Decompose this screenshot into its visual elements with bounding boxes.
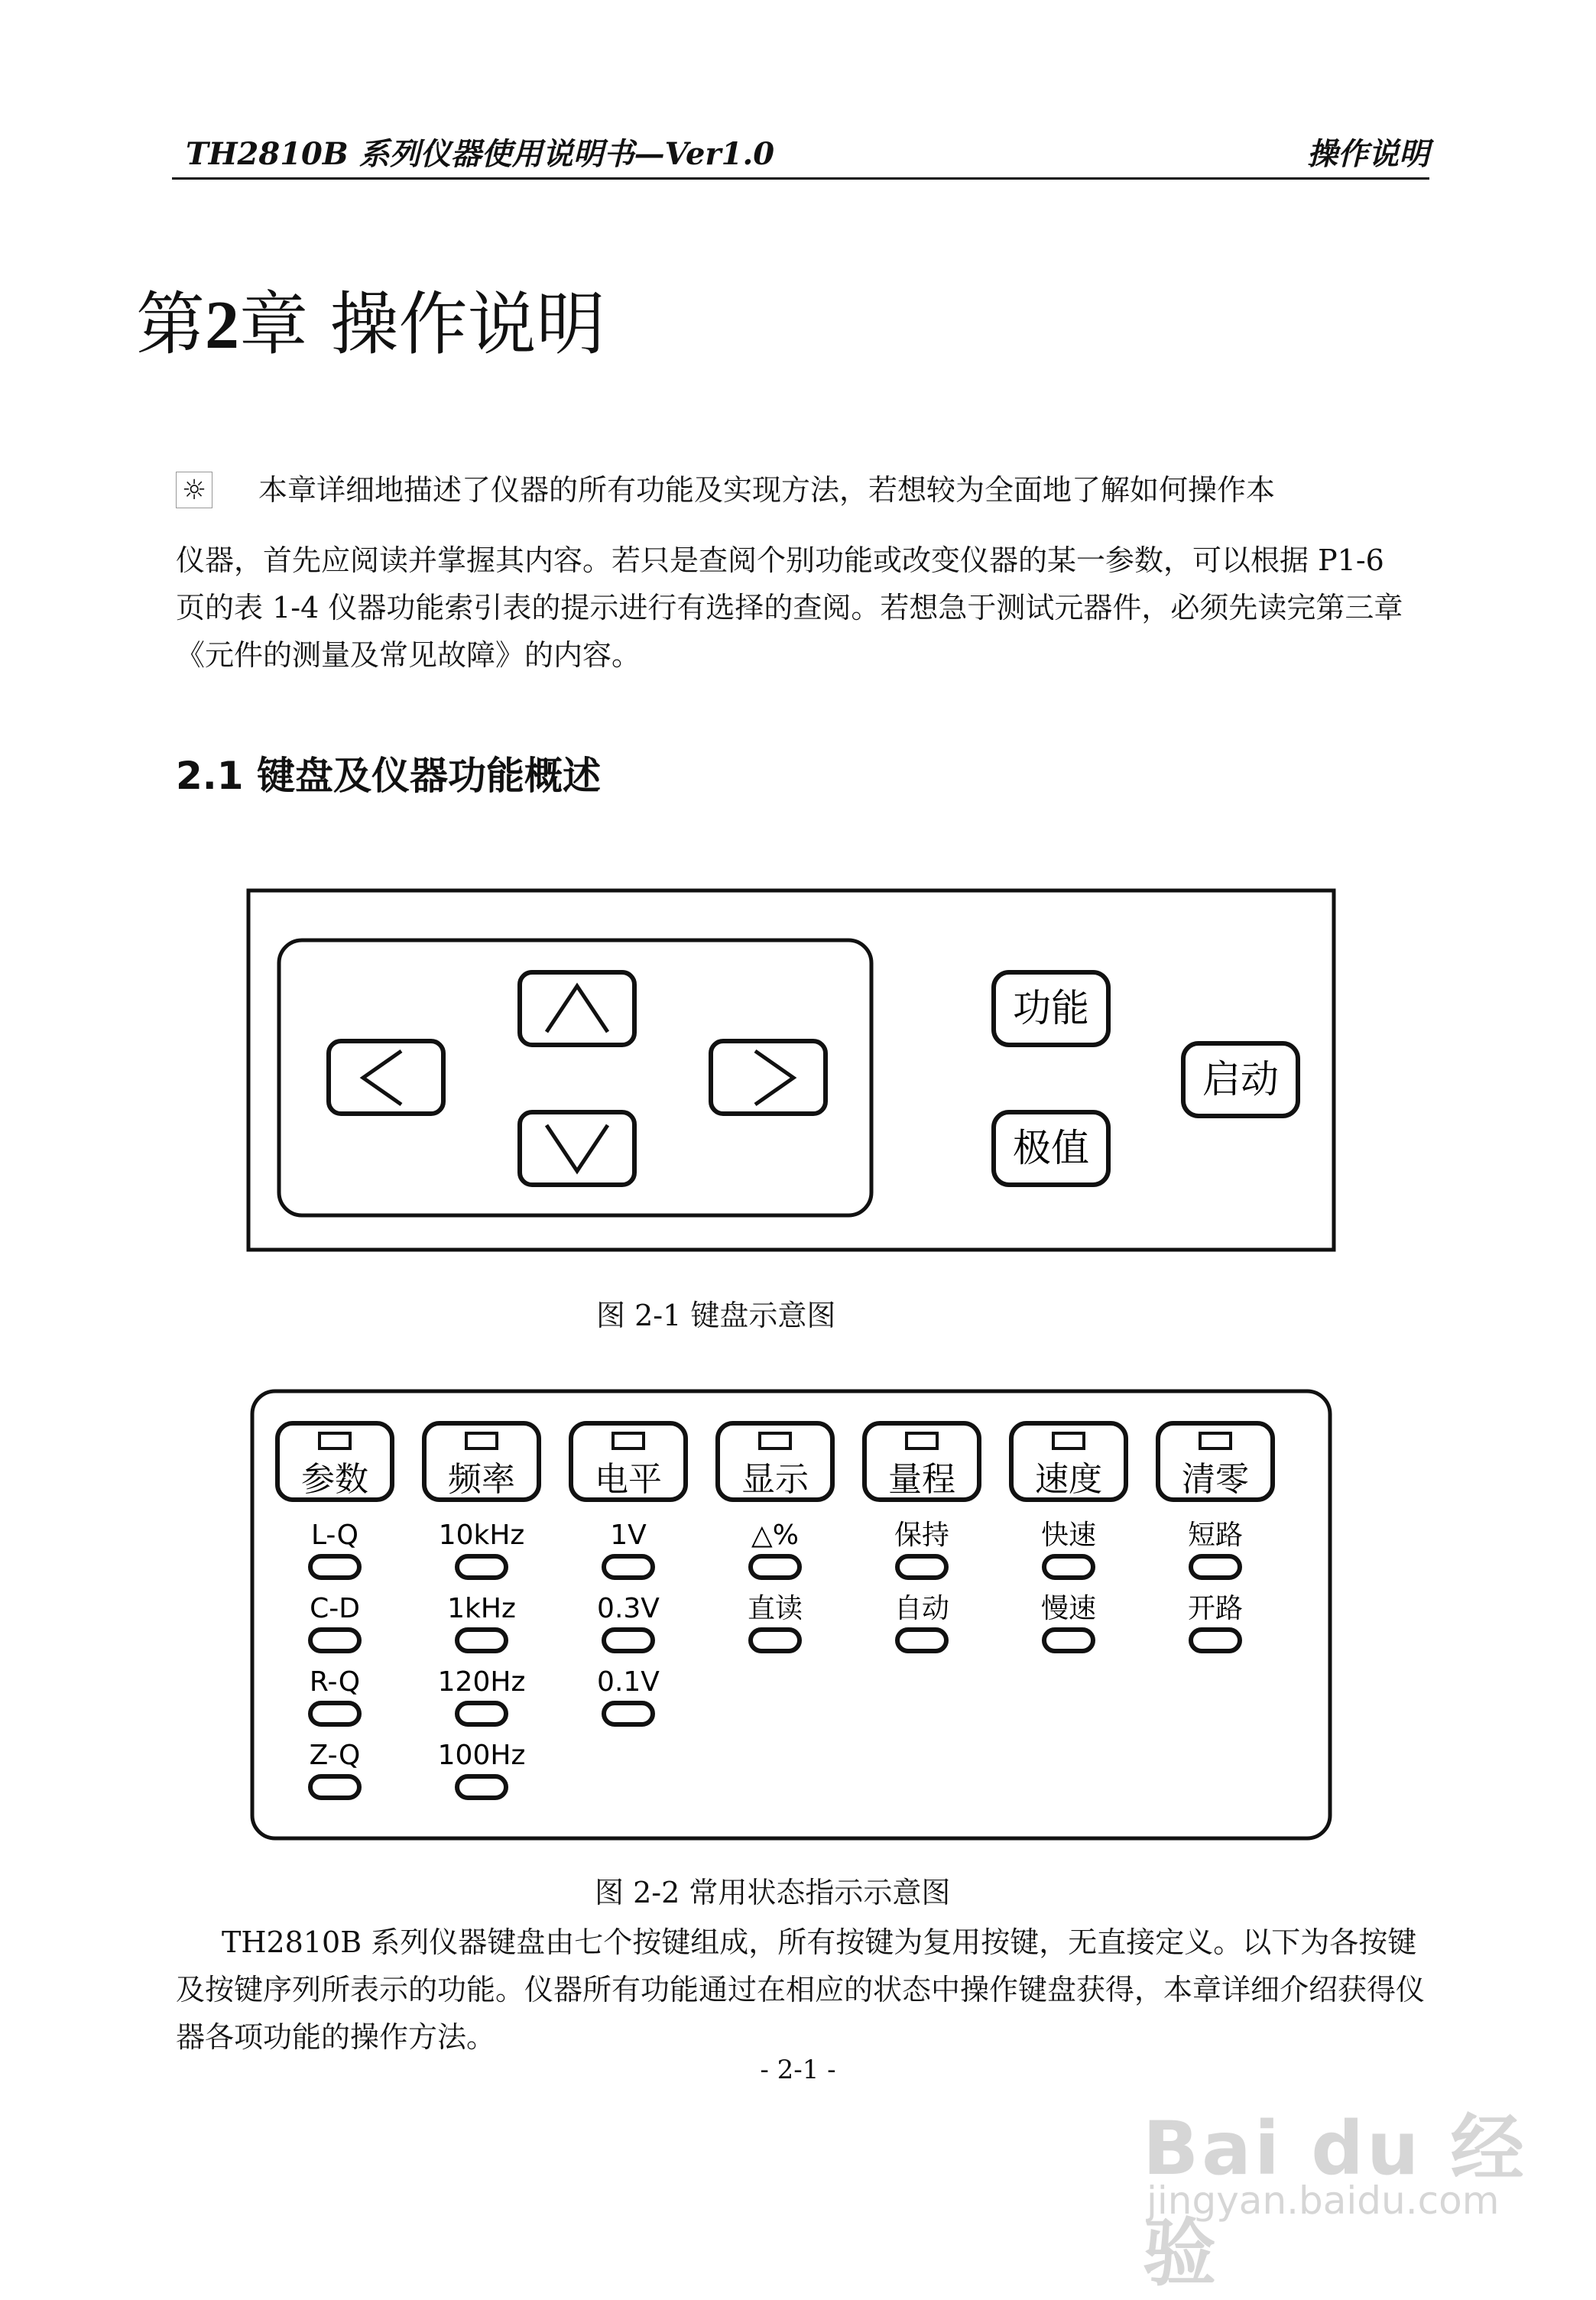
indicator-led [310,1703,359,1724]
indicator-label: 快速 [1040,1520,1097,1551]
chapter-prefix: 第 [136,284,205,365]
group-led [1053,1433,1084,1448]
indicator-led [897,1630,946,1651]
indicator-label: R-Q [309,1666,361,1698]
indicator-group-6 [1158,1423,1273,1651]
up-arrow-key[interactable] [520,972,634,1045]
indicator-label: 开路 [1187,1593,1244,1624]
indicator-led [310,1556,359,1578]
chapter-suffix: 章 操作说明 [239,284,605,365]
figure-2-1-caption: 图 2-1 键盘示意图 [596,1299,836,1332]
indicator-led [457,1556,506,1578]
indicator-led [457,1776,506,1798]
indicator-led [751,1556,800,1578]
watermark-url: jingyan.baidu.com [1147,2178,1500,2223]
group-label: 清零 [1182,1460,1249,1499]
section-heading: 2.1 键盘及仪器功能概述 [176,754,601,798]
group-led [760,1433,790,1448]
group-led [320,1433,350,1448]
indicator-label: 10kHz [438,1520,525,1551]
indicator-group-4 [864,1423,979,1651]
indicator-led [604,1556,653,1578]
indicator-label: 自动 [894,1593,950,1624]
indicator-label: 短路 [1187,1520,1244,1551]
intro-line-1: 本章详细地描述了仪器的所有功能及实现方法，若想较为全面地了解如何操作本 [258,473,1276,507]
indicator-label: 慢速 [1040,1593,1097,1624]
indicator-led [604,1703,653,1724]
indicator-label: 0.1V [597,1666,660,1698]
chevron-right-icon [755,1051,793,1105]
indicator-group-5 [1011,1423,1126,1651]
indicator-group-3 [718,1423,832,1651]
limit-key-label: 极值 [1013,1126,1089,1170]
watermark-brand: Bai du 经验 [1143,2106,1527,2296]
indicator-led [1191,1630,1240,1651]
group-label: 速度 [1035,1460,1102,1499]
indicator-led [457,1703,506,1724]
chapter-title [136,284,605,365]
right-arrow-key[interactable] [711,1041,826,1114]
chapter-number: 2 [205,287,239,363]
limit-key[interactable] [994,1112,1108,1185]
arrow-keypad-outline [279,940,871,1215]
header-section: 操作说明 [1307,136,1429,172]
header-title: TH2810B 系列仪器使用说明书—Ver1.0 [186,136,775,172]
indicator-label: 直读 [747,1593,803,1624]
group-led [1200,1433,1231,1448]
chevron-down-icon [547,1125,608,1171]
chevron-left-icon [363,1051,401,1105]
intro-paragraph: 仪器，首先应阅读并掌握其内容。若只是查阅个别功能或改变仪器的某一参数，可以根据 P1-6 页的表 1-4 仪器功能索引表的提示进行有选择的查阅。若想急于测试元器件，必须先读完第三章《元件的测量及常见故障》的内容。 [176,543,1403,672]
indicator-led [310,1630,359,1651]
indicator-led [1191,1556,1240,1578]
group-led [907,1433,937,1448]
indicator-led [751,1630,800,1651]
indicator-label: C-D [310,1593,360,1624]
indicator-label: 1V [610,1520,647,1551]
indicator-led [897,1556,946,1578]
indicator-label: △% [751,1520,799,1551]
group-led [613,1433,644,1448]
down-arrow-key[interactable] [520,1112,634,1185]
indicator-label: Z-Q [309,1740,361,1771]
indicator-label: 120Hz [437,1666,526,1698]
group-label: 电平 [595,1460,662,1499]
function-key[interactable] [994,972,1108,1045]
chevron-up-icon [547,986,608,1032]
indicator-group-1 [424,1423,539,1798]
figure-2-2-caption: 图 2-2 常用状态指示示意图 [595,1876,951,1909]
keyboard-diagram [245,887,1345,1269]
sun-icon: ☼ [176,472,212,508]
group-led [466,1433,497,1448]
page-number: - 2-1 - [760,2055,836,2085]
function-key-label: 功能 [1013,986,1089,1030]
group-label: 量程 [888,1460,955,1499]
indicator-led [457,1630,506,1651]
indicator-label: L-Q [310,1520,359,1551]
indicator-led [310,1776,359,1798]
start-key-label: 启动 [1202,1057,1279,1101]
indicator-label: 保持 [894,1520,950,1551]
group-label: 显示 [741,1460,809,1499]
indicator-group-2 [571,1423,686,1724]
indicator-led [1044,1630,1093,1651]
start-key[interactable] [1183,1043,1298,1116]
header-rule [172,177,1429,180]
indicator-label: 100Hz [437,1740,526,1771]
group-label: 频率 [448,1460,515,1499]
keyboard-panel-outline [248,890,1334,1250]
indicator-led [604,1630,653,1651]
indicator-led [1044,1556,1093,1578]
indicator-label: 0.3V [597,1593,660,1624]
indicator-group-0 [277,1423,392,1798]
indicator-label: 1kHz [447,1593,516,1624]
group-label: 参数 [301,1460,368,1499]
left-arrow-key[interactable] [329,1041,443,1114]
body-paragraph: TH2810B 系列仪器键盘由七个按键组成，所有按键为复用按键，无直接定义。以下为各按键及按键序列所表示的功能。仪器所有功能通过在相应的状态中操作键盘获得，本章详细介绍获得仪器各项功能的操作方法。 [176,1925,1426,2054]
indicator-diagram [245,1384,1345,1850]
